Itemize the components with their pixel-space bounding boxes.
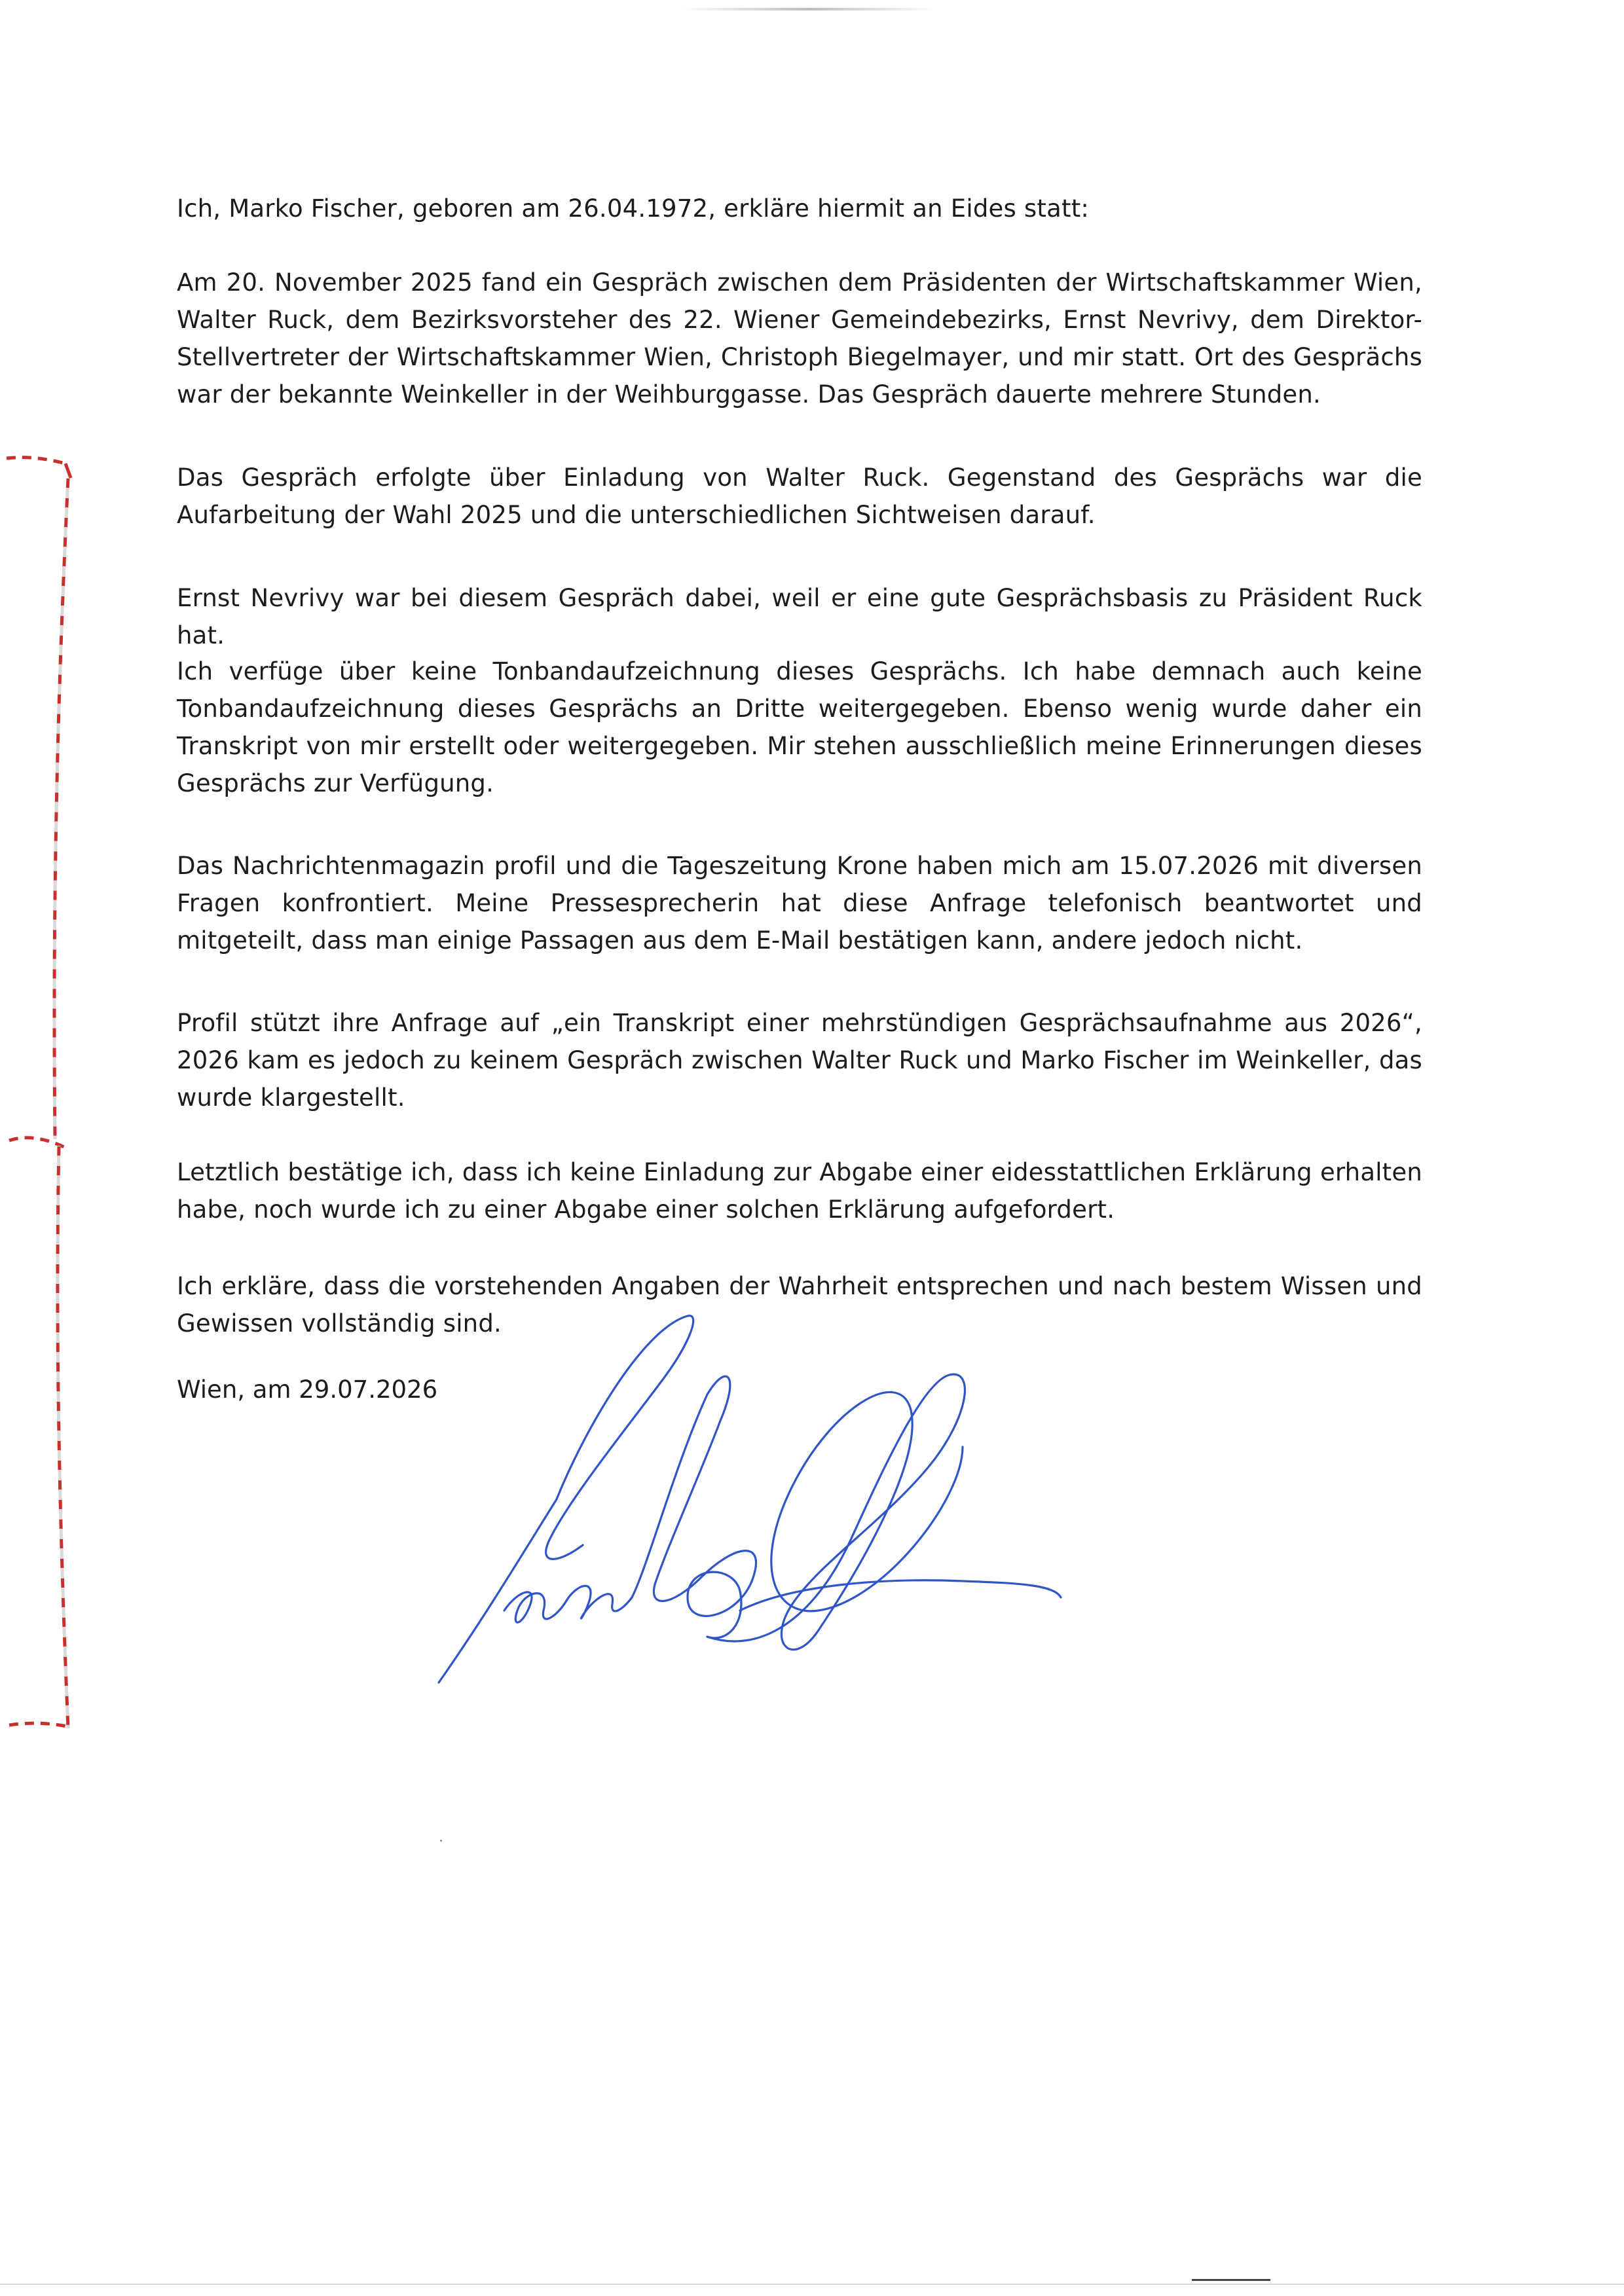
scan-speck	[440, 1840, 442, 1842]
intro-statement: Ich, Marko Fischer, geboren am 26.04.1972, erkläre hiermit an Eides statt:	[177, 194, 1090, 223]
paragraph-meeting: Am 20. November 2025 fand ein Gespräch zwischen dem Präsidenten der Wirtschaftskammer Wien, Walter Ruck, dem Bezirksvorsteher des 22. Wiener Gemeindebezirks, Ernst Nevrivy, dem Direktor-Stellvertreter der Wirtschaftskammer Wien, Christoph Biegelmayer, und mir statt. Ort des Gesprächs war der bekannte Weinkeller in der Weihburggasse. Das Gespräch dauerte mehrere Stunden.	[177, 268, 1422, 409]
paragraph-recording: Ich verfüge über keine Tonbandaufzeichnung dieses Gesprächs. Ich habe demnach auch keine Tonbandaufzeichnung dieses Gesprächs an Dritte weitergegeben. Ebenso wenig wurde daher ein Transkript von mir erstellt oder weitergegeben. Mir stehen ausschließlich meine Erinnerungen dieses Gesprächs zur Verfügung.	[177, 657, 1422, 797]
scan-mark-bottom	[1192, 2279, 1270, 2281]
paragraph-press: Das Nachrichtenmagazin profil und die Tageszeitung Krone haben mich am 15.07.2026 mit diversen Fragen konfrontiert. Meine Pressesprecherin hat diese Anfrage telefonisch beantwortet und mitgeteilt, dass man einige Passagen aus dem E-Mail bestätigen kann, andere jedoch nicht.	[177, 852, 1422, 955]
paragraph-confirmation: Letztlich bestätige ich, dass ich keine Einladung zur Abgabe einer eidesstattlichen Erklärung erhalten habe, noch wurde ich zu einer Abgabe einer solchen Erklärung aufgefordert.	[177, 1158, 1422, 1224]
paragraph-profil: Profil stützt ihre Anfrage auf „ein Transkript einer mehrstündigen Gesprächsaufnahme aus 2026“, 2026 kam es jedoch zu keinem Gespräch zwischen Walter Ruck und Marko Fischer im Weinkeller, das wurde klargestellt.	[177, 1009, 1422, 1112]
handwritten-signature-icon	[426, 1303, 1094, 1696]
scan-edge-top	[681, 8, 936, 10]
place-date: Wien, am 29.07.2026	[177, 1376, 438, 1404]
paragraph-nevrivy: Ernst Nevrivy war bei diesem Gespräch dabei, weil er eine gute Gesprächsbasis zu Präsident Ruck hat.	[177, 584, 1422, 649]
paragraph-invitation: Das Gespräch erfolgte über Einladung von Walter Ruck. Gegenstand des Gesprächs war die Aufarbeitung der Wahl 2025 und die unterschiedlichen Sichtweisen darauf.	[177, 464, 1422, 529]
binding-cord-icon	[0, 432, 92, 1741]
scan-edge-bottom	[0, 2284, 1624, 2285]
paragraph-truth: Ich erkläre, dass die vorstehenden Angaben der Wahrheit entsprechen und nach bestem Wissen und Gewissen vollständig sind.	[177, 1272, 1422, 1338]
